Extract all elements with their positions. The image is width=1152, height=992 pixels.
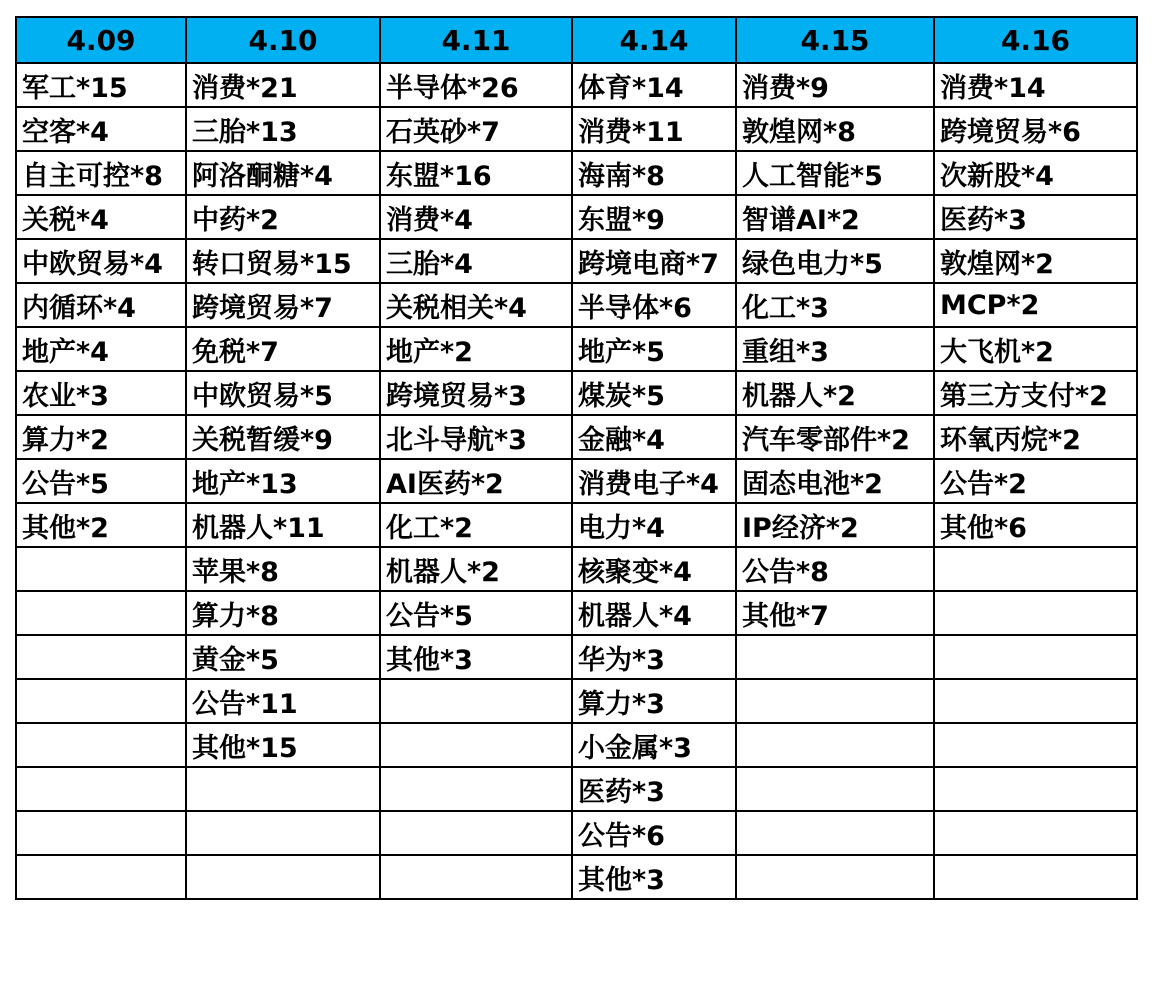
table-cell	[934, 547, 1137, 591]
table-cell: 公告*2	[934, 459, 1137, 503]
table-cell: 人工智能*5	[736, 151, 934, 195]
theme-table	[15, 16, 1138, 900]
table-cell: 次新股*4	[934, 151, 1137, 195]
table-cell: 跨境贸易*6	[934, 107, 1137, 151]
table-cell: 其他*3	[572, 855, 736, 899]
table-row	[16, 635, 1137, 679]
table-cell: 化工*3	[736, 283, 934, 327]
table-row	[16, 283, 1137, 327]
table-cell: 电力*4	[572, 503, 736, 547]
table-cell	[934, 679, 1137, 723]
table-cell: 中欧贸易*4	[16, 239, 186, 283]
table-cell: IP经济*2	[736, 503, 934, 547]
table-row	[16, 811, 1137, 855]
table-cell	[736, 811, 934, 855]
table-cell	[16, 723, 186, 767]
table-cell: 东盟*9	[572, 195, 736, 239]
table-cell: 医药*3	[572, 767, 736, 811]
table-cell	[736, 635, 934, 679]
table-row	[16, 723, 1137, 767]
date-header-4-16: 4.16	[934, 17, 1137, 63]
table-cell	[934, 591, 1137, 635]
table-cell: 第三方支付*2	[934, 371, 1137, 415]
table-cell: 消费*21	[186, 63, 380, 107]
table-cell: 重组*3	[736, 327, 934, 371]
table-cell: 跨境贸易*3	[380, 371, 572, 415]
table-cell: 关税暂缓*9	[186, 415, 380, 459]
table-cell: 核聚变*4	[572, 547, 736, 591]
table-cell: 其他*15	[186, 723, 380, 767]
table-cell	[16, 547, 186, 591]
table-cell: AI医药*2	[380, 459, 572, 503]
table-cell: 煤炭*5	[572, 371, 736, 415]
table-row	[16, 107, 1137, 151]
table-cell: 地产*13	[186, 459, 380, 503]
table-cell: 半导体*6	[572, 283, 736, 327]
table-cell: 大飞机*2	[934, 327, 1137, 371]
table-cell: 免税*7	[186, 327, 380, 371]
table-cell: 小金属*3	[572, 723, 736, 767]
table-cell: 敦煌网*2	[934, 239, 1137, 283]
table-row	[16, 371, 1137, 415]
table-cell	[934, 855, 1137, 899]
table-cell: 地产*4	[16, 327, 186, 371]
table-cell: 其他*7	[736, 591, 934, 635]
table-cell	[186, 767, 380, 811]
table-cell: 汽车零部件*2	[736, 415, 934, 459]
table-cell: 空客*4	[16, 107, 186, 151]
table-cell: 石英砂*7	[380, 107, 572, 151]
table-cell: 体育*14	[572, 63, 736, 107]
table-cell: 跨境贸易*7	[186, 283, 380, 327]
table-cell: 农业*3	[16, 371, 186, 415]
table-cell: MCP*2	[934, 283, 1137, 327]
table-cell: 地产*5	[572, 327, 736, 371]
date-header-4-15: 4.15	[736, 17, 934, 63]
table-cell	[16, 767, 186, 811]
table-cell: 北斗导航*3	[380, 415, 572, 459]
table-cell	[186, 811, 380, 855]
table-cell: 其他*3	[380, 635, 572, 679]
table-cell: 中药*2	[186, 195, 380, 239]
table-cell: 军工*15	[16, 63, 186, 107]
table-cell: 公告*8	[736, 547, 934, 591]
table-cell: 其他*6	[934, 503, 1137, 547]
table-cell	[16, 591, 186, 635]
table-cell: 机器人*2	[736, 371, 934, 415]
table-row	[16, 151, 1137, 195]
table-cell: 消费*4	[380, 195, 572, 239]
table-row	[16, 679, 1137, 723]
table-cell	[16, 635, 186, 679]
table-cell	[186, 855, 380, 899]
table-row	[16, 855, 1137, 899]
table-cell: 内循环*4	[16, 283, 186, 327]
table-cell: 关税相关*4	[380, 283, 572, 327]
header-row	[16, 17, 1137, 63]
table-cell	[934, 635, 1137, 679]
table-cell: 自主可控*8	[16, 151, 186, 195]
table-cell: 算力*8	[186, 591, 380, 635]
table-row	[16, 327, 1137, 371]
table-row	[16, 459, 1137, 503]
table-cell: 苹果*8	[186, 547, 380, 591]
table-cell	[934, 723, 1137, 767]
table-cell: 消费*11	[572, 107, 736, 151]
table-cell	[736, 767, 934, 811]
table-cell: 智谱AI*2	[736, 195, 934, 239]
table-row	[16, 591, 1137, 635]
table-cell	[16, 679, 186, 723]
table-cell	[736, 679, 934, 723]
table-cell: 环氧丙烷*2	[934, 415, 1137, 459]
table-row	[16, 239, 1137, 283]
table-cell: 公告*5	[380, 591, 572, 635]
table-cell: 三胎*13	[186, 107, 380, 151]
table-cell	[934, 811, 1137, 855]
table-row	[16, 547, 1137, 591]
table-cell: 敦煌网*8	[736, 107, 934, 151]
table-cell: 黄金*5	[186, 635, 380, 679]
table-cell	[934, 767, 1137, 811]
table-cell	[380, 723, 572, 767]
table-cell: 跨境电商*7	[572, 239, 736, 283]
table-cell: 地产*2	[380, 327, 572, 371]
table-cell: 半导体*26	[380, 63, 572, 107]
date-header-4-11: 4.11	[380, 17, 572, 63]
table-cell	[16, 855, 186, 899]
table-cell: 机器人*11	[186, 503, 380, 547]
table-cell: 三胎*4	[380, 239, 572, 283]
table-cell	[380, 679, 572, 723]
table-row	[16, 415, 1137, 459]
table-cell: 华为*3	[572, 635, 736, 679]
table-cell: 消费*9	[736, 63, 934, 107]
table-cell: 绿色电力*5	[736, 239, 934, 283]
table-cell: 公告*11	[186, 679, 380, 723]
date-header-4-10: 4.10	[186, 17, 380, 63]
date-header-4-09: 4.09	[16, 17, 186, 63]
table-cell	[16, 811, 186, 855]
table-cell: 算力*3	[572, 679, 736, 723]
table-row	[16, 63, 1137, 107]
table-cell: 中欧贸易*5	[186, 371, 380, 415]
table-cell: 公告*6	[572, 811, 736, 855]
table-cell: 消费电子*4	[572, 459, 736, 503]
table-cell: 机器人*2	[380, 547, 572, 591]
table-cell: 化工*2	[380, 503, 572, 547]
table-cell: 阿洛酮糖*4	[186, 151, 380, 195]
table-cell	[380, 855, 572, 899]
table-cell: 消费*14	[934, 63, 1137, 107]
table-cell	[736, 855, 934, 899]
table-cell	[380, 767, 572, 811]
table-cell: 公告*5	[16, 459, 186, 503]
table-row	[16, 195, 1137, 239]
table-cell: 金融*4	[572, 415, 736, 459]
table-cell: 转口贸易*15	[186, 239, 380, 283]
table-row	[16, 767, 1137, 811]
table-cell: 其他*2	[16, 503, 186, 547]
table-cell	[380, 811, 572, 855]
table-cell: 东盟*16	[380, 151, 572, 195]
table-cell: 机器人*4	[572, 591, 736, 635]
table-cell: 关税*4	[16, 195, 186, 239]
table-cell: 固态电池*2	[736, 459, 934, 503]
table-cell	[736, 723, 934, 767]
table-cell: 算力*2	[16, 415, 186, 459]
table-cell: 海南*8	[572, 151, 736, 195]
table-row	[16, 503, 1137, 547]
table-cell: 医药*3	[934, 195, 1137, 239]
date-header-4-14: 4.14	[572, 17, 736, 63]
